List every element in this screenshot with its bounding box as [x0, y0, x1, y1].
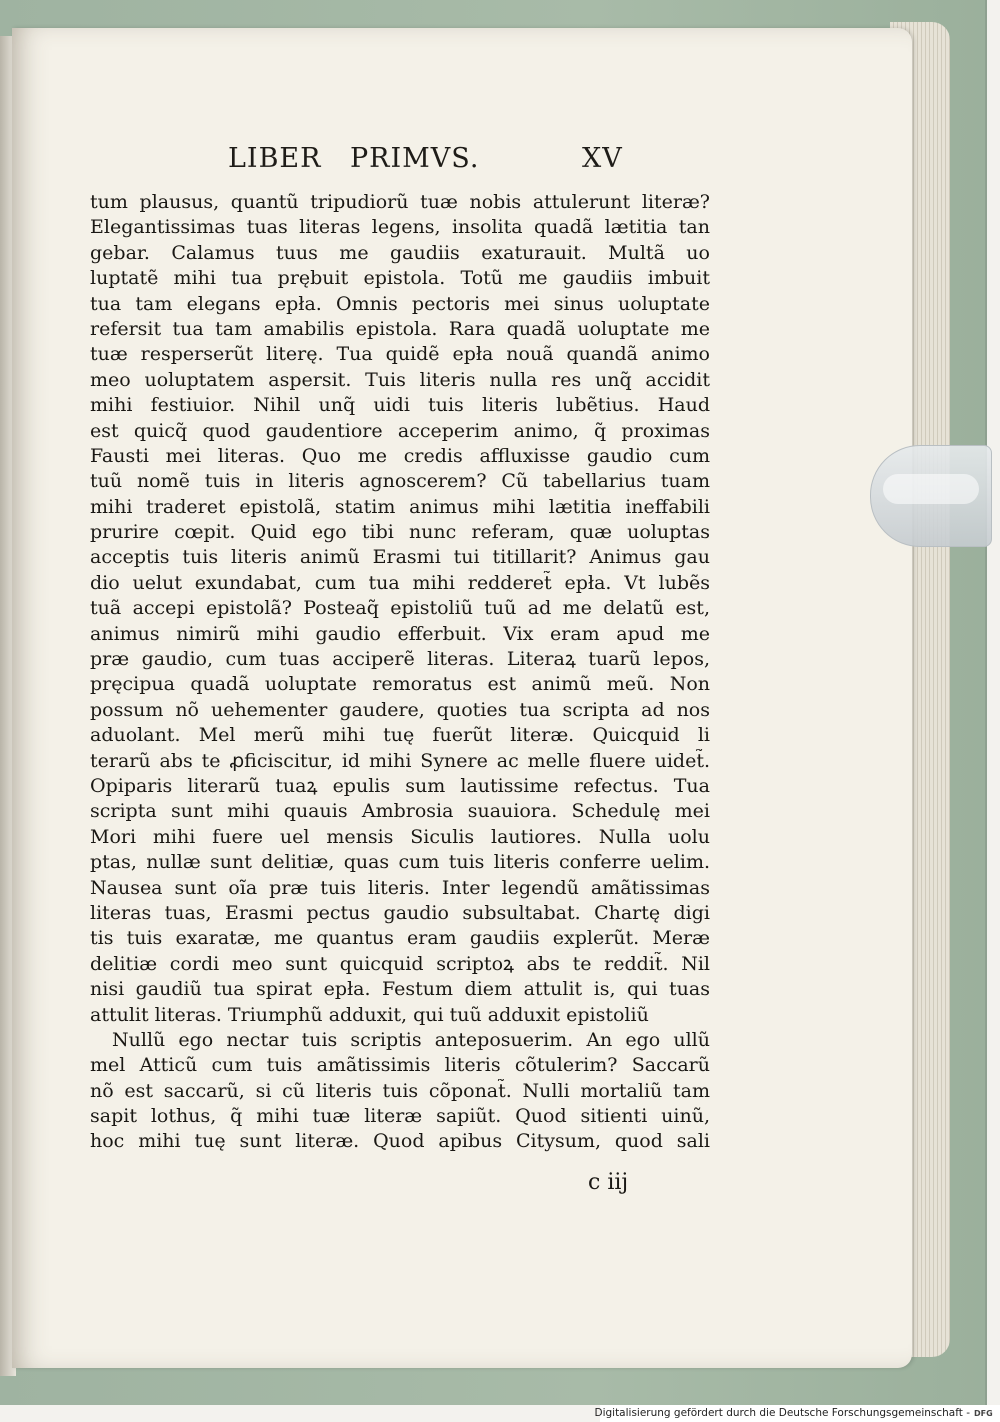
- text-line: Mori mihi fuere uel mensis Siculis lautiores. Nulla uolu: [90, 825, 710, 848]
- text-line: tuã accepi epistolã? Posteaq̃ epistoliũ tuũ ad me delatũ est,: [90, 597, 710, 620]
- body-text: [90, 190, 710, 1155]
- text-line: delitiæ cordi meo sunt quicquid scriptoꝝ abs te reddit̃. Nil: [90, 952, 710, 975]
- digitization-footer: [594, 1405, 1000, 1422]
- text-line: præ gaudio, cum tuas acciperẽ literas. Literaꝝ tuarũ lepos,: [90, 648, 710, 671]
- running-header: [228, 143, 638, 187]
- text-line: pręcipua quadã uoluptate remoratus est animũ meũ. Non: [90, 673, 710, 696]
- footer-credit: Digitalisierung gefördert durch die Deutsche Forschungsgemeinschaft -: [594, 1407, 970, 1419]
- text-line: meo uoluptatem aspersit. Tuis literis nulla res unq̃ accidit: [90, 368, 710, 391]
- text-line: gebar. Calamus tuus me gaudiis exaturauit. Multã uo: [90, 241, 710, 264]
- text-line: mihi traderet epistolã, statim animus mihi lætitia ineffabili: [90, 495, 710, 518]
- text-line: refersit tua tam amabilis epistola. Rara quadã uoluptate me: [90, 317, 710, 340]
- signature-mark: c iij: [588, 1170, 629, 1195]
- text-line: prurire cœpit. Quid ego tibi nunc referam, quæ uoluptas: [90, 521, 710, 544]
- text-line: attulit literas. Triumphũ adduxit, qui tuũ adduxit epistoliũ: [90, 1003, 649, 1026]
- text-line: tum plausus, quantũ tripudiorũ tuæ nobis attulerunt literæ?: [90, 191, 710, 213]
- page-clip-highlight: [883, 474, 979, 504]
- text-line: luptatẽ mihi tua prębuit epistola. Totũ me gaudiis imbuit: [90, 267, 710, 290]
- folio-number: XV: [582, 143, 623, 174]
- text-line: scripta sunt mihi quauis Ambrosia suauiora. Schedulę mei: [90, 800, 710, 823]
- text-line: Nullũ ego nectar tuis scriptis anteposuerim. An ego ullũ: [112, 1028, 710, 1051]
- text-line: sapit lothus, q̃ mihi tuæ literæ sapiũt. Quod sitienti uinũ,: [90, 1105, 710, 1128]
- text-line: Nausea sunt oĩa præ tuis literis. Inter legendũ amãtissimas: [90, 876, 710, 899]
- text-line: aduolant. Mel merũ mihi tuę fuerũt literæ. Quicquid li: [90, 724, 710, 747]
- text-line: acceptis tuis literis animũ Erasmi tui titillarit? Animus gau: [90, 546, 710, 569]
- text-line: Fausti mei literas. Quo me credis affluxisse gaudio cum: [90, 444, 710, 467]
- text-line: nisi gaudiũ tua spirat epła. Festum diem attulit is, qui tuas: [90, 978, 710, 1001]
- text-line: tuũ nomẽ tuis in literis agnoscerem? Cũ tabellarius tuam: [90, 470, 710, 493]
- text-line: literas tuas, Erasmi pectus gaudio subsultabat. Chartę digi: [90, 901, 710, 924]
- text-line: mel Atticũ cum tuis amãtissimis literis cõtulerim? Saccarũ: [90, 1054, 710, 1077]
- text-line: Opiparis literarũ tuaꝝ epulis sum lautissime refectus. Tua: [90, 774, 710, 797]
- header-primus: PRIMVS.: [350, 143, 480, 174]
- text-line: hoc mihi tuę sunt literæ. Quod apibus Citysum, quod sali: [90, 1130, 710, 1153]
- text-line: dio uelut exundabat, cum tua mihi redderet̃ epła. Vt lubẽs: [90, 571, 710, 594]
- header-liber: LIBER: [228, 143, 322, 174]
- text-line: tis tuis exaratæ, me quantus eram gaudiis explerũt. Meræ: [90, 927, 710, 950]
- text-line: animus nimirũ mihi gaudio efferbuit. Vix eram apud me: [90, 622, 710, 645]
- text-line: ptas, nullæ sunt delitiæ, quas cum tuis literis conferre uelim.: [90, 851, 710, 874]
- page-clip: [870, 445, 992, 547]
- text-line: mihi festiuior. Nihil unq̃ uidi tuis literis lubẽtius. Haud: [90, 394, 710, 417]
- text-line: terarũ abs te ꝓficiscitur, id mihi Synere ac melle fluere uidet̃.: [90, 749, 710, 772]
- text-line: est quicq̃ quod gaudentiore acceperim animo, q̃ proximas: [90, 419, 710, 442]
- text-line: Elegantissimas tuas literas legens, insolita quadã lætitia tan: [90, 216, 710, 239]
- text-line: possum nõ uehementer gaudere, quoties tua scripta ad nos: [90, 698, 710, 721]
- dfg-logo-icon: DFG: [974, 1409, 993, 1418]
- text-line: tua tam elegans epła. Omnis pectoris mei sinus uoluptate: [90, 292, 710, 315]
- text-line: nõ est saccarũ, si cũ literis tuis cõponat̃. Nulli mortaliũ tam: [90, 1079, 710, 1102]
- text-line: tuæ resperserũt literę. Tua quidẽ epła nouã quandã animo: [90, 343, 710, 366]
